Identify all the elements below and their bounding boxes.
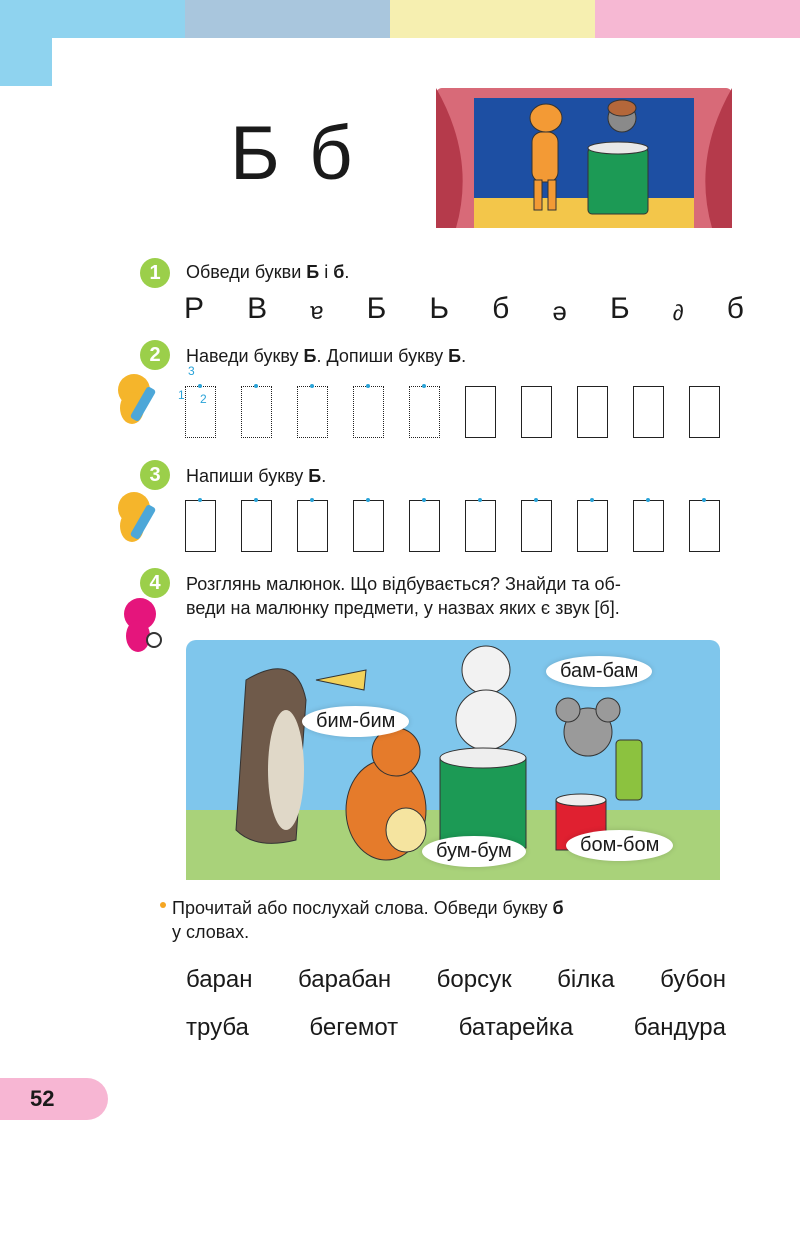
band-pink <box>595 0 800 38</box>
word-item[interactable]: барабан <box>298 966 392 993</box>
corner-tab <box>0 38 52 86</box>
trace-cell[interactable] <box>353 386 384 438</box>
task3-write-cells <box>185 500 745 552</box>
page-title <box>230 110 357 197</box>
task1-instruction <box>186 260 349 284</box>
task3-bold: Б <box>308 466 322 486</box>
word-item[interactable]: баран <box>186 966 253 993</box>
task2-trace-cells <box>185 386 745 438</box>
stage-illustration <box>436 88 732 228</box>
word-item[interactable]: білка <box>557 966 615 993</box>
complete-cell[interactable] <box>689 386 720 438</box>
write-cell[interactable] <box>353 500 384 552</box>
task4-line1: Розглянь малюнок. Що відбувається? Знайди та об- <box>186 574 621 594</box>
task-number-3: 3 <box>140 460 170 490</box>
header-color-band <box>0 0 800 38</box>
word-item[interactable]: бегемот <box>309 1014 399 1041</box>
word-item[interactable]: бандура <box>633 1014 726 1041</box>
sound-bubble-bam: бам-бам <box>546 656 652 687</box>
task1-bold-upper: Б <box>306 262 320 282</box>
task1-letter-row <box>184 292 744 327</box>
task5-instruction <box>172 896 732 944</box>
write-cell[interactable] <box>633 500 664 552</box>
band-yellow <box>390 0 595 38</box>
write-cell[interactable] <box>577 500 608 552</box>
task5-line2: у словах. <box>172 922 250 942</box>
task-number-4: 4 <box>140 568 170 598</box>
write-cell[interactable] <box>185 500 216 552</box>
letter-item[interactable]: Б <box>366 292 387 325</box>
task1-bold-lower: б <box>333 262 345 282</box>
task3-text-end: . <box>321 466 327 486</box>
sound-bubble-bom: бом-бом <box>566 830 673 861</box>
task2-text: Наведи букву <box>186 346 304 366</box>
title-upper-letter: Б <box>230 111 284 196</box>
write-cell[interactable] <box>465 500 496 552</box>
complete-cell[interactable] <box>521 386 552 438</box>
task4-instruction <box>186 572 746 620</box>
task2-text-mid: . Допиши букву <box>316 346 449 366</box>
word-item[interactable]: бубон <box>660 966 726 993</box>
write-cell[interactable] <box>521 500 552 552</box>
complete-cell[interactable] <box>633 386 664 438</box>
magnifier-character-icon <box>114 594 170 656</box>
complete-cell[interactable] <box>465 386 496 438</box>
letter-item[interactable]: Ь <box>429 292 450 325</box>
bullet-icon <box>160 902 166 908</box>
word-row-1 <box>186 966 726 994</box>
sound-bubble-bim: бим-бим <box>302 706 409 737</box>
word-row-2 <box>186 1014 726 1042</box>
band-grey-blue <box>185 0 390 38</box>
task5-line1: Прочитай або послухай слова. Обведи букву <box>172 898 553 918</box>
task-number-1: 1 <box>140 258 170 288</box>
letter-item[interactable]: б <box>726 292 744 325</box>
word-item[interactable]: батарейка <box>458 1014 574 1041</box>
stroke-hint-3: 3 <box>188 364 195 378</box>
letter-item[interactable]: В <box>247 292 268 325</box>
task2-text-end: . <box>461 346 467 366</box>
letter-item[interactable]: ∂ <box>672 300 684 325</box>
task-number-2: 2 <box>140 340 170 370</box>
write-cell[interactable] <box>689 500 720 552</box>
task2-bold-2: Б <box>448 346 462 366</box>
task3-instruction <box>186 464 326 488</box>
task4-line2: веди на малюнку предмети, у назвах яких є звук [б]. <box>186 598 620 618</box>
complete-cell[interactable] <box>577 386 608 438</box>
trace-cell[interactable] <box>409 386 440 438</box>
write-cell[interactable] <box>241 500 272 552</box>
letter-item[interactable]: б <box>492 292 510 325</box>
sound-bubble-bum: бум-бум <box>422 836 526 867</box>
task1-text: Обведи букви <box>186 262 307 282</box>
task1-text-mid: і <box>319 262 334 282</box>
task1-text-end: . <box>344 262 350 282</box>
title-lower-letter: б <box>309 111 357 196</box>
task2-instruction <box>186 344 466 368</box>
task2-bold-1: Б <box>303 346 317 366</box>
letter-item[interactable]: ɐ <box>310 298 324 325</box>
letter-item[interactable]: Р <box>184 292 205 325</box>
write-cell[interactable] <box>297 500 328 552</box>
stroke-hint-1: 1 <box>178 388 185 402</box>
letter-item[interactable]: ǝ <box>552 296 567 326</box>
music-band-illustration <box>186 640 720 880</box>
word-item[interactable]: борсук <box>436 966 512 993</box>
pencil-character-icon <box>108 486 178 546</box>
write-cell[interactable] <box>409 500 440 552</box>
trace-cell[interactable] <box>185 386 216 438</box>
word-item[interactable]: труба <box>186 1014 249 1041</box>
letter-item[interactable]: Б <box>609 292 630 325</box>
band-blue <box>0 0 185 38</box>
task3-text: Напиши букву <box>186 466 309 486</box>
pencil-character-icon <box>108 368 178 428</box>
trace-cell[interactable] <box>297 386 328 438</box>
task5-bold: б <box>552 898 564 918</box>
trace-cell[interactable] <box>241 386 272 438</box>
page-number: 52 <box>30 1086 55 1111</box>
stroke-hint-2: 2 <box>200 392 207 406</box>
